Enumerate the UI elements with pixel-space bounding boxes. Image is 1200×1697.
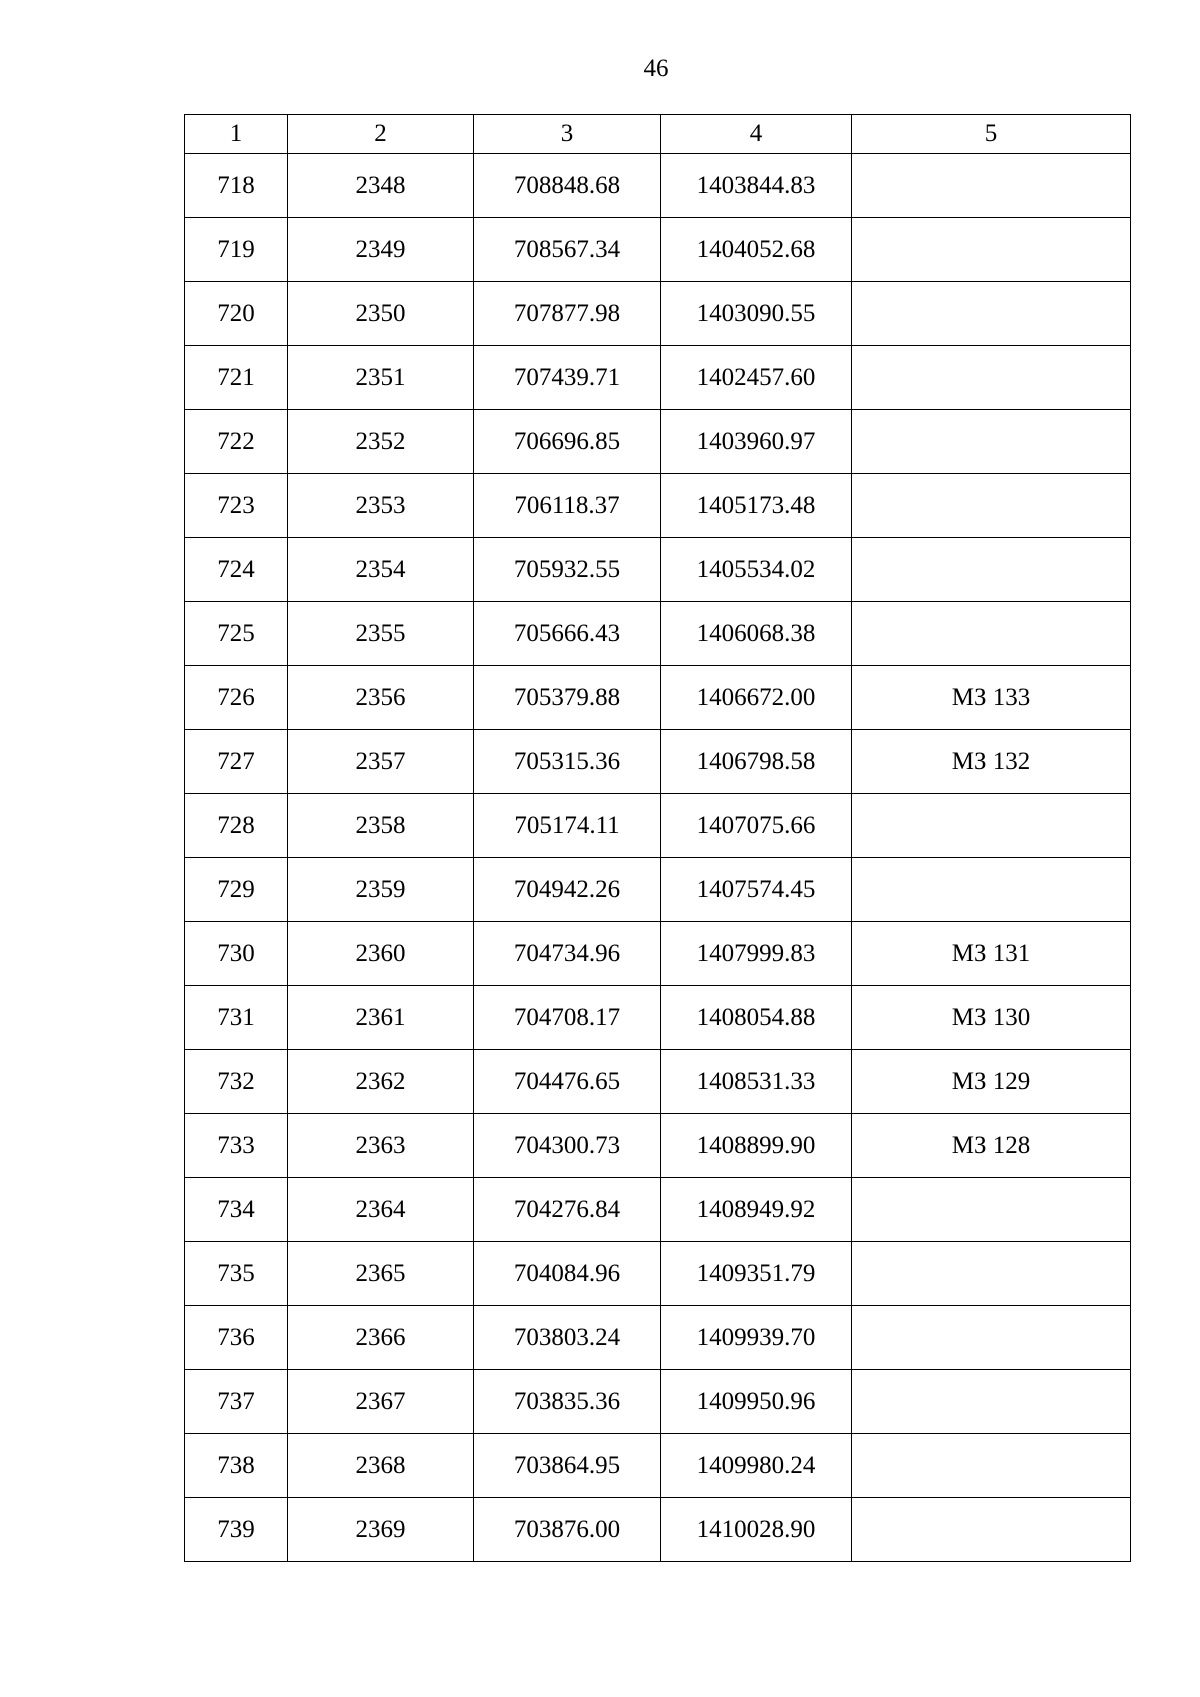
row-number-cell: 735 — [185, 1242, 288, 1306]
y-coordinate-cell: 1406068.38 — [661, 602, 852, 666]
row-number-cell: 734 — [185, 1178, 288, 1242]
table-header-row — [185, 115, 1131, 154]
point-number-cell: 2368 — [288, 1434, 474, 1498]
point-number-cell: 2363 — [288, 1114, 474, 1178]
y-coordinate-cell: 1408054.88 — [661, 986, 852, 1050]
x-coordinate-cell: 705174.11 — [474, 794, 661, 858]
row-number-cell: 720 — [185, 282, 288, 346]
point-number-cell: 2352 — [288, 410, 474, 474]
x-coordinate-cell: 705666.43 — [474, 602, 661, 666]
column-header-1: 1 — [185, 115, 288, 154]
table-row — [185, 986, 1131, 1050]
x-coordinate-cell: 708567.34 — [474, 218, 661, 282]
point-number-cell: 2350 — [288, 282, 474, 346]
column-header-2: 2 — [288, 115, 474, 154]
row-number-cell: 737 — [185, 1370, 288, 1434]
row-number-cell: 726 — [185, 666, 288, 730]
point-number-cell: 2360 — [288, 922, 474, 986]
row-number-cell: 732 — [185, 1050, 288, 1114]
table-row — [185, 538, 1131, 602]
note-cell — [852, 1434, 1131, 1498]
table-row — [185, 1370, 1131, 1434]
row-number-cell: 719 — [185, 218, 288, 282]
row-number-cell: 733 — [185, 1114, 288, 1178]
table-row — [185, 730, 1131, 794]
note-cell: МЗ 128 — [852, 1114, 1131, 1178]
coordinates-table — [184, 114, 1131, 1562]
y-coordinate-cell: 1407999.83 — [661, 922, 852, 986]
y-coordinate-cell: 1403960.97 — [661, 410, 852, 474]
y-coordinate-cell: 1409351.79 — [661, 1242, 852, 1306]
note-cell: МЗ 131 — [852, 922, 1131, 986]
point-number-cell: 2355 — [288, 602, 474, 666]
row-number-cell: 731 — [185, 986, 288, 1050]
table-row — [185, 1178, 1131, 1242]
table-row — [185, 218, 1131, 282]
table-row — [185, 410, 1131, 474]
note-cell — [852, 346, 1131, 410]
point-number-cell: 2362 — [288, 1050, 474, 1114]
note-cell — [852, 794, 1131, 858]
point-number-cell: 2351 — [288, 346, 474, 410]
x-coordinate-cell: 704300.73 — [474, 1114, 661, 1178]
table-row — [185, 1242, 1131, 1306]
row-number-cell: 721 — [185, 346, 288, 410]
table-row — [185, 794, 1131, 858]
table-row — [185, 1306, 1131, 1370]
x-coordinate-cell: 704708.17 — [474, 986, 661, 1050]
y-coordinate-cell: 1404052.68 — [661, 218, 852, 282]
x-coordinate-cell: 704476.65 — [474, 1050, 661, 1114]
note-cell — [852, 474, 1131, 538]
point-number-cell: 2358 — [288, 794, 474, 858]
point-number-cell: 2367 — [288, 1370, 474, 1434]
note-cell — [852, 1242, 1131, 1306]
column-header-3: 3 — [474, 115, 661, 154]
y-coordinate-cell: 1409980.24 — [661, 1434, 852, 1498]
x-coordinate-cell: 706696.85 — [474, 410, 661, 474]
note-cell — [852, 1178, 1131, 1242]
x-coordinate-cell: 704942.26 — [474, 858, 661, 922]
y-coordinate-cell: 1407075.66 — [661, 794, 852, 858]
table-row — [185, 1498, 1131, 1562]
page-number: 46 — [643, 55, 669, 82]
y-coordinate-cell: 1408531.33 — [661, 1050, 852, 1114]
table-row — [185, 282, 1131, 346]
y-coordinate-cell: 1410028.90 — [661, 1498, 852, 1562]
row-number-cell: 723 — [185, 474, 288, 538]
note-cell: МЗ 132 — [852, 730, 1131, 794]
y-coordinate-cell: 1405173.48 — [661, 474, 852, 538]
point-number-cell: 2356 — [288, 666, 474, 730]
point-number-cell: 2365 — [288, 1242, 474, 1306]
column-header-4: 4 — [661, 115, 852, 154]
y-coordinate-cell: 1407574.45 — [661, 858, 852, 922]
row-number-cell: 738 — [185, 1434, 288, 1498]
row-number-cell: 728 — [185, 794, 288, 858]
table-row — [185, 858, 1131, 922]
point-number-cell: 2349 — [288, 218, 474, 282]
y-coordinate-cell: 1409939.70 — [661, 1306, 852, 1370]
row-number-cell: 722 — [185, 410, 288, 474]
table-row — [185, 1050, 1131, 1114]
point-number-cell: 2348 — [288, 154, 474, 218]
x-coordinate-cell: 708848.68 — [474, 154, 661, 218]
row-number-cell: 736 — [185, 1306, 288, 1370]
table-row — [185, 1114, 1131, 1178]
note-cell — [852, 154, 1131, 218]
row-number-cell: 729 — [185, 858, 288, 922]
x-coordinate-cell: 704734.96 — [474, 922, 661, 986]
x-coordinate-cell: 707439.71 — [474, 346, 661, 410]
row-number-cell: 724 — [185, 538, 288, 602]
point-number-cell: 2353 — [288, 474, 474, 538]
column-header-5: 5 — [852, 115, 1131, 154]
x-coordinate-cell: 703835.36 — [474, 1370, 661, 1434]
x-coordinate-cell: 704276.84 — [474, 1178, 661, 1242]
point-number-cell: 2354 — [288, 538, 474, 602]
y-coordinate-cell: 1409950.96 — [661, 1370, 852, 1434]
row-number-cell: 718 — [185, 154, 288, 218]
x-coordinate-cell: 705932.55 — [474, 538, 661, 602]
x-coordinate-cell: 707877.98 — [474, 282, 661, 346]
y-coordinate-cell: 1403844.83 — [661, 154, 852, 218]
table-row — [185, 346, 1131, 410]
table-body — [185, 115, 1131, 1562]
x-coordinate-cell: 706118.37 — [474, 474, 661, 538]
note-cell: МЗ 129 — [852, 1050, 1131, 1114]
x-coordinate-cell: 703864.95 — [474, 1434, 661, 1498]
y-coordinate-cell: 1406672.00 — [661, 666, 852, 730]
note-cell — [852, 282, 1131, 346]
row-number-cell: 727 — [185, 730, 288, 794]
point-number-cell: 2366 — [288, 1306, 474, 1370]
y-coordinate-cell: 1405534.02 — [661, 538, 852, 602]
note-cell — [852, 1370, 1131, 1434]
table-row — [185, 602, 1131, 666]
note-cell — [852, 1306, 1131, 1370]
point-number-cell: 2369 — [288, 1498, 474, 1562]
note-cell — [852, 218, 1131, 282]
y-coordinate-cell: 1408899.90 — [661, 1114, 852, 1178]
point-number-cell: 2357 — [288, 730, 474, 794]
x-coordinate-cell: 703803.24 — [474, 1306, 661, 1370]
table-row — [185, 666, 1131, 730]
table-row — [185, 1434, 1131, 1498]
x-coordinate-cell: 704084.96 — [474, 1242, 661, 1306]
note-cell — [852, 1498, 1131, 1562]
note-cell — [852, 858, 1131, 922]
x-coordinate-cell: 705315.36 — [474, 730, 661, 794]
y-coordinate-cell: 1403090.55 — [661, 282, 852, 346]
row-number-cell: 730 — [185, 922, 288, 986]
y-coordinate-cell: 1402457.60 — [661, 346, 852, 410]
x-coordinate-cell: 703876.00 — [474, 1498, 661, 1562]
note-cell: МЗ 133 — [852, 666, 1131, 730]
note-cell — [852, 602, 1131, 666]
table-row — [185, 922, 1131, 986]
note-cell — [852, 538, 1131, 602]
x-coordinate-cell: 705379.88 — [474, 666, 661, 730]
table-row — [185, 154, 1131, 218]
y-coordinate-cell: 1408949.92 — [661, 1178, 852, 1242]
note-cell — [852, 410, 1131, 474]
point-number-cell: 2361 — [288, 986, 474, 1050]
point-number-cell: 2359 — [288, 858, 474, 922]
point-number-cell: 2364 — [288, 1178, 474, 1242]
table-row — [185, 474, 1131, 538]
y-coordinate-cell: 1406798.58 — [661, 730, 852, 794]
row-number-cell: 739 — [185, 1498, 288, 1562]
row-number-cell: 725 — [185, 602, 288, 666]
note-cell: МЗ 130 — [852, 986, 1131, 1050]
